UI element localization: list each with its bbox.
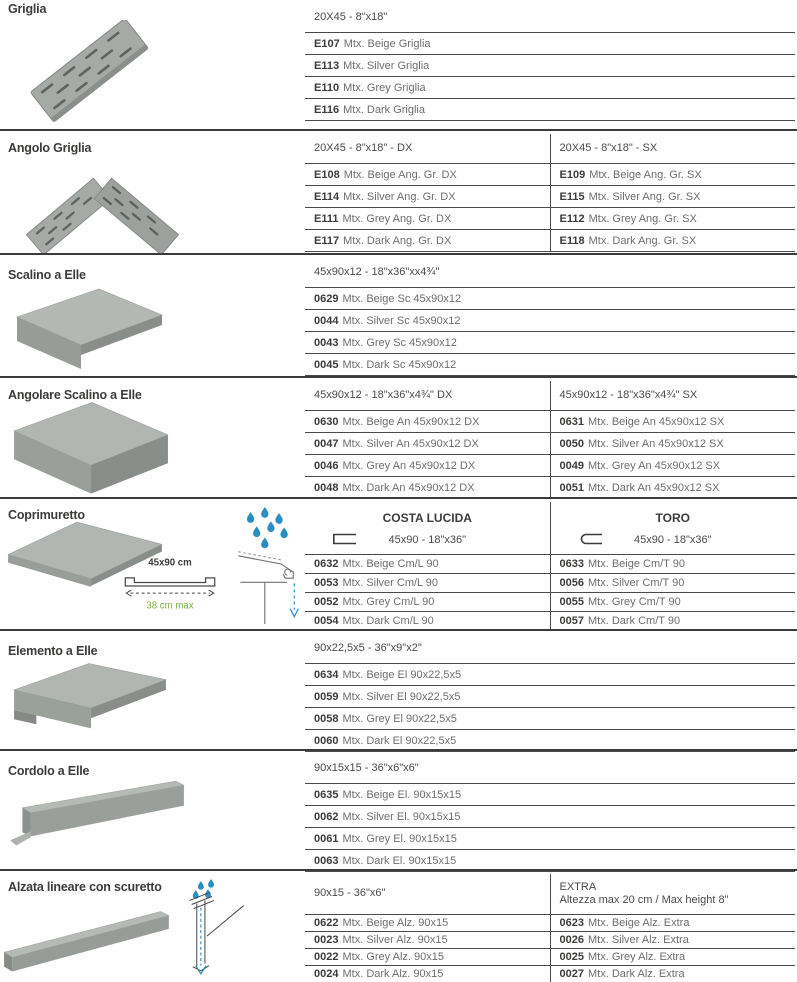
product-row — [305, 230, 550, 252]
product-code: 0061 — [314, 832, 339, 845]
product-code: 0635 — [314, 788, 339, 801]
size-label: 45x90x12 - 18"x36"xx4¾" — [314, 265, 440, 278]
product-code: 0045 — [314, 358, 339, 371]
product-row — [551, 433, 796, 455]
product-row — [305, 949, 550, 966]
product-description: Mtx. Beige Ang. Gr. SX — [589, 168, 702, 181]
product-description: Mtx. Beige Alz. Extra — [587, 917, 690, 929]
product-description: Mtx. Dark Ang. Gr. SX — [588, 234, 697, 247]
product-code: E118 — [559, 234, 585, 247]
product-description: Mtx. Grey An 45x90x12 DX — [342, 459, 476, 472]
product-row — [551, 555, 796, 574]
size-label: Altezza max 20 cm / Max height 8" — [559, 894, 729, 906]
size-label: 90x15x15 - 36"x6"x6" — [314, 761, 419, 774]
product-row — [305, 310, 795, 332]
scalino-image — [6, 281, 168, 376]
size-line — [305, 529, 550, 549]
product-row — [305, 354, 795, 376]
product-row — [551, 411, 796, 433]
section-title: Alzata lineare con scuretto — [8, 880, 162, 894]
product-code: 0052 — [314, 596, 339, 608]
product-description: Mtx. Beige Sc 45x90x12 — [342, 292, 462, 305]
size-header — [551, 502, 796, 555]
product-table-column — [550, 381, 796, 499]
section-scalino-a-elle — [0, 253, 797, 376]
product-row — [305, 433, 550, 455]
l-element-icon — [6, 651, 173, 748]
product-code: 0053 — [314, 577, 339, 589]
finish-column-title: COSTA LUCIDA — [382, 510, 472, 525]
product-description: Mtx. Grey Sc 45x90x12 — [342, 336, 457, 349]
product-description: Mtx. Grey An 45x90x12 SX — [587, 459, 721, 472]
size-label: 90x15 - 36"x6" — [314, 887, 386, 900]
product-code: 0623 — [559, 917, 584, 929]
product-table-column — [550, 874, 796, 982]
section-alzata-lineare — [0, 869, 797, 982]
product-code: E113 — [314, 59, 340, 72]
product-code: 0631 — [559, 415, 584, 428]
size-header — [551, 874, 796, 915]
product-description: Mtx. Dark An 45x90x12 DX — [342, 481, 475, 494]
angolo-griglia-image — [20, 159, 185, 254]
product-code: 0048 — [314, 481, 339, 494]
size-label: 45x90 cm — [148, 557, 192, 569]
size-label: 20X45 - 8"x18" — [314, 10, 388, 23]
section-griglia — [0, 0, 797, 129]
size-header — [305, 502, 550, 555]
product-table-column — [305, 258, 795, 376]
size-line — [551, 529, 796, 549]
product-description: Mtx. Silver An 45x90x12 SX — [587, 437, 724, 450]
section-cordolo-a-elle — [0, 749, 797, 869]
product-description: Mtx. Dark Cm/L 90 — [342, 615, 434, 627]
angolare-scalino-image — [6, 390, 173, 497]
product-code: E108 — [314, 168, 340, 181]
product-description: Mtx. Grey El 90x22,5x5 — [342, 712, 457, 725]
product-description: Mtx. Dark Alz. 90x15 — [342, 968, 444, 980]
product-row — [305, 915, 550, 932]
cap-profile-outline — [125, 578, 214, 586]
size-label: 45x90x12 - 18"x36"x4¾" DX — [314, 388, 453, 401]
section-title: Elemento a Elle — [8, 644, 98, 658]
product-code: 0050 — [559, 437, 584, 450]
product-table — [305, 381, 795, 499]
product-row — [305, 477, 550, 499]
product-description: Mtx. Silver El. 90x15x15 — [342, 810, 461, 823]
product-description: Mtx. Beige An 45x90x12 SX — [587, 415, 725, 428]
section-title: Angolare Scalino a Elle — [8, 388, 142, 402]
product-row — [551, 164, 796, 186]
product-description: Mtx. Silver Sc 45x90x12 — [342, 314, 461, 327]
product-table-column — [305, 634, 795, 752]
product-description: Mtx. Beige Cm/L 90 — [342, 558, 439, 570]
size-header — [305, 258, 795, 288]
product-row — [305, 664, 795, 686]
product-description: Mtx. Silver Cm/T 90 — [587, 577, 685, 589]
product-table-column — [550, 134, 796, 252]
section-title: Cordolo a Elle — [8, 764, 90, 778]
coprimuretto-size-drawing — [110, 555, 230, 613]
product-code: 0054 — [314, 615, 339, 627]
product-table-column — [550, 502, 796, 631]
size-header — [305, 134, 550, 164]
section-title: Scalino a Elle — [8, 268, 86, 282]
product-row — [305, 411, 550, 433]
size-label: 20X45 - 8"x18" - SX — [559, 141, 658, 154]
product-table — [305, 502, 795, 631]
product-row — [305, 33, 795, 55]
product-row — [305, 806, 795, 828]
product-code: 0056 — [559, 577, 584, 589]
product-row — [305, 208, 550, 230]
product-description: Mtx. Silver Cm/L 90 — [342, 577, 439, 589]
product-code: E115 — [559, 190, 585, 203]
product-code: 0062 — [314, 810, 339, 823]
product-code: E112 — [559, 212, 585, 225]
product-description: Mtx. Dark An 45x90x12 SX — [587, 481, 720, 494]
size-label: 45x90 - 18"x36" — [633, 533, 712, 546]
product-table-column — [305, 3, 795, 121]
section-elemento-a-elle — [0, 629, 797, 749]
product-code: 0022 — [314, 951, 339, 963]
product-row — [551, 932, 796, 949]
product-description: Mtx. Beige Cm/T 90 — [587, 558, 685, 570]
product-code: E109 — [559, 168, 586, 181]
product-row — [305, 966, 550, 982]
toro-profile-icon — [577, 532, 604, 545]
product-description: Mtx. Beige Griglia — [343, 37, 431, 50]
product-description: Mtx. Dark Alz. Extra — [587, 968, 685, 980]
product-row — [305, 574, 550, 593]
product-code: 0044 — [314, 314, 339, 327]
product-description: Mtx. Silver Ang. Gr. DX — [343, 190, 456, 203]
product-description: Mtx. Grey Cm/L 90 — [342, 596, 435, 608]
size-header — [305, 634, 795, 664]
product-code: 0629 — [314, 292, 339, 305]
product-description: Mtx. Silver Ang. Gr. SX — [588, 190, 701, 203]
section-angolare-scalino — [0, 376, 797, 497]
elemento-image — [6, 651, 173, 748]
product-code: 0634 — [314, 668, 339, 681]
riser-section-drawing — [170, 877, 247, 981]
alzata-image — [0, 895, 178, 982]
size-label: EXTRA — [559, 880, 597, 893]
product-row — [551, 593, 796, 612]
product-row — [305, 455, 550, 477]
product-row — [305, 55, 795, 77]
angle-grate-icon — [20, 159, 185, 254]
product-code: 0063 — [314, 854, 339, 867]
product-description: Mtx. Dark Griglia — [343, 103, 425, 116]
product-table-column — [305, 754, 795, 872]
max-width-label: 38 cm max — [146, 600, 194, 612]
product-table-column — [305, 874, 550, 982]
size-header — [551, 134, 796, 164]
product-row — [551, 949, 796, 966]
size-label: 45x90x12 - 18"x36"x4¾" SX — [559, 388, 698, 401]
griglia-grate-icon — [28, 20, 153, 122]
product-row — [305, 686, 795, 708]
product-code: 0027 — [559, 968, 584, 980]
product-table — [305, 258, 795, 376]
product-row — [305, 164, 550, 186]
product-code: E116 — [314, 103, 340, 116]
finish-column-title: TORO — [655, 510, 690, 525]
product-row — [305, 288, 795, 310]
product-row — [551, 477, 796, 499]
product-code: E110 — [314, 81, 340, 94]
product-row — [551, 966, 796, 982]
cap-section-line — [238, 556, 293, 578]
product-code: 0023 — [314, 934, 339, 946]
product-row — [305, 77, 795, 99]
product-code: 0059 — [314, 690, 339, 703]
product-table-column — [305, 502, 550, 631]
product-code: 0046 — [314, 459, 339, 472]
product-code: 0026 — [559, 934, 584, 946]
product-code: 0057 — [559, 615, 584, 627]
product-code: E117 — [314, 234, 340, 247]
product-description: Mtx. Beige Ang. Gr. DX — [343, 168, 457, 181]
product-table — [305, 754, 795, 872]
product-description: Mtx. Beige El 90x22,5x5 — [342, 668, 462, 681]
product-code: 0630 — [314, 415, 339, 428]
size-header — [551, 381, 796, 411]
product-row — [305, 593, 550, 612]
section-angolo-griglia — [0, 129, 797, 253]
product-row — [551, 915, 796, 932]
product-row — [305, 186, 550, 208]
product-code: 0058 — [314, 712, 339, 725]
profile-dimension-drawing — [110, 555, 230, 613]
alzata-drain-diagram — [170, 877, 247, 981]
product-description: Mtx. Silver An 45x90x12 DX — [342, 437, 479, 450]
product-code: 0049 — [559, 459, 584, 472]
costa-lucida-profile-icon — [331, 532, 358, 545]
size-header — [305, 874, 550, 915]
section-title: Coprimuretto — [8, 508, 85, 522]
product-description: Mtx. Dark El. 90x15x15 — [342, 854, 457, 867]
product-row — [305, 828, 795, 850]
riser-panel-icon — [0, 895, 178, 982]
product-row — [551, 455, 796, 477]
product-row — [305, 555, 550, 574]
product-code: 0025 — [559, 951, 584, 963]
product-description: Mtx. Dark Cm/T 90 — [587, 615, 681, 627]
product-table — [305, 874, 795, 982]
size-header — [305, 381, 550, 411]
product-description: Mtx. Dark Sc 45x90x12 — [342, 358, 457, 371]
product-code: 0060 — [314, 734, 339, 747]
section-coprimuretto — [0, 497, 797, 629]
product-row — [551, 574, 796, 593]
section-title: Angolo Griglia — [8, 141, 92, 155]
product-code: 0632 — [314, 558, 339, 570]
product-description: Mtx. Beige El. 90x15x15 — [342, 788, 462, 801]
product-code: 0024 — [314, 968, 339, 980]
product-table-column — [305, 134, 550, 252]
product-row — [551, 186, 796, 208]
product-table — [305, 3, 795, 121]
product-description: Mtx. Dark Ang. Gr. DX — [343, 234, 452, 247]
product-description: Mtx. Grey Alz. 90x15 — [342, 951, 444, 963]
product-code: 0047 — [314, 437, 339, 450]
product-code: 0051 — [559, 481, 584, 494]
product-description: Mtx. Silver El 90x22,5x5 — [342, 690, 461, 703]
product-code: E111 — [314, 212, 339, 225]
product-code: 0043 — [314, 336, 339, 349]
size-label: 90x22,5x5 - 36"x9"x2" — [314, 641, 422, 654]
product-table — [305, 134, 795, 252]
product-row — [305, 99, 795, 121]
product-description: Mtx. Beige An 45x90x12 DX — [342, 415, 480, 428]
product-description: Mtx. Grey El. 90x15x15 — [342, 832, 457, 845]
corner-slab-icon — [6, 390, 173, 497]
product-description: Mtx. Grey Alz. Extra — [587, 951, 686, 963]
product-table — [305, 634, 795, 752]
product-table-column — [305, 381, 550, 499]
product-description: Mtx. Beige Alz. 90x15 — [342, 917, 449, 929]
product-description: Mtx. Silver Griglia — [343, 59, 430, 72]
product-description: Mtx. Grey Ang. Gr. SX — [588, 212, 697, 225]
size-header — [305, 754, 795, 784]
product-row — [551, 230, 796, 252]
product-code: 0622 — [314, 917, 339, 929]
size-label: 20X45 - 8"x18" - DX — [314, 141, 413, 154]
cordolo-image — [4, 775, 188, 867]
product-description: Mtx. Grey Cm/T 90 — [587, 596, 681, 608]
size-header — [305, 3, 795, 33]
griglia-tile-image — [28, 20, 153, 122]
product-description: Mtx. Silver Alz. 90x15 — [342, 934, 448, 946]
product-row — [551, 208, 796, 230]
product-description: Mtx. Silver Alz. Extra — [587, 934, 689, 946]
step-piece-icon — [6, 281, 168, 376]
product-code: 0633 — [559, 558, 584, 570]
product-description: Mtx. Grey Ang. Gr. DX — [342, 212, 452, 225]
product-code: E107 — [314, 37, 340, 50]
product-description: Mtx. Grey Griglia — [343, 81, 426, 94]
product-code: E114 — [314, 190, 340, 203]
product-description: Mtx. Dark El 90x22,5x5 — [342, 734, 457, 747]
product-row — [305, 332, 795, 354]
product-code: 0055 — [559, 596, 584, 608]
section-title: Griglia — [8, 2, 47, 16]
curb-piece-icon — [4, 775, 188, 867]
product-row — [305, 784, 795, 806]
product-row — [305, 932, 550, 949]
size-label: 45x90 - 18"x36" — [388, 533, 467, 546]
product-row — [305, 708, 795, 730]
